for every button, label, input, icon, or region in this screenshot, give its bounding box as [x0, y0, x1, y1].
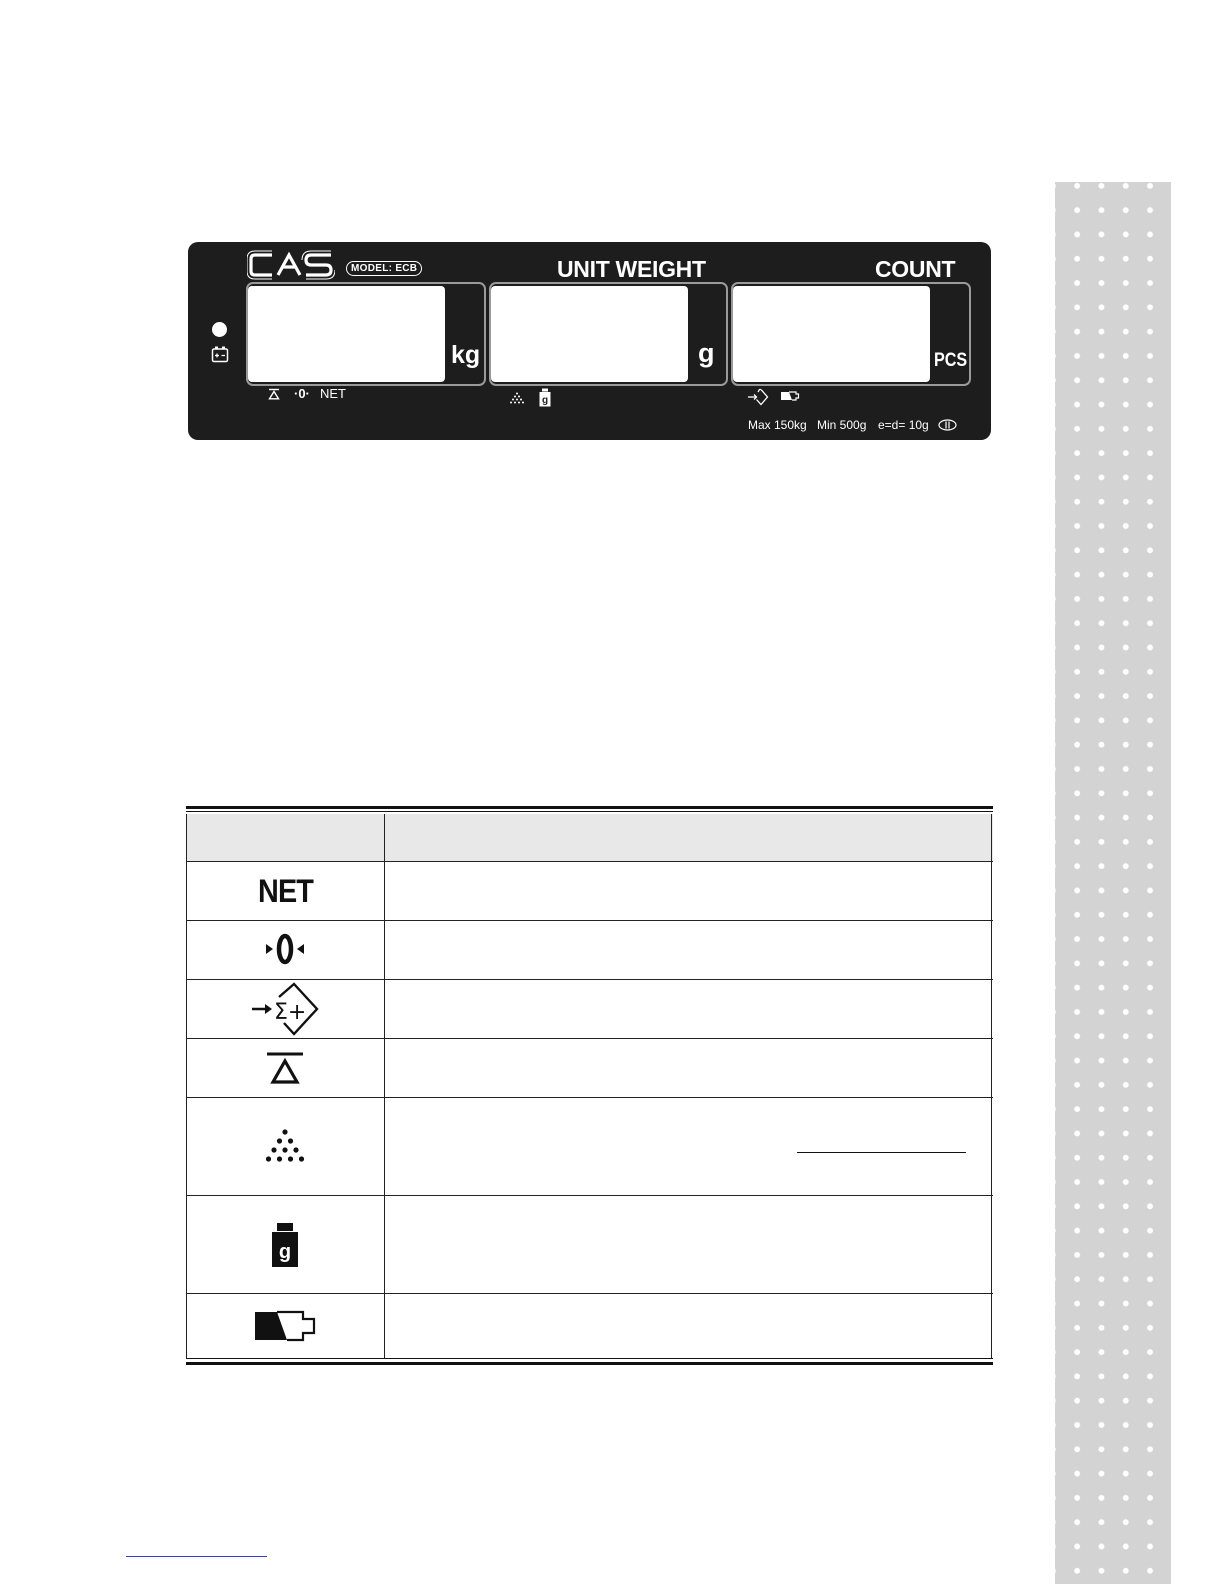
low-battery-icon: [780, 391, 800, 401]
tare-icon: [268, 388, 280, 400]
tare-icon: [265, 1051, 305, 1085]
svg-text:Σ+: Σ+: [274, 1000, 307, 1025]
icon-cell: [186, 921, 384, 979]
weight-block-icon: [270, 1222, 300, 1268]
table-row: [186, 980, 993, 1038]
weight-block-letter: g: [541, 395, 549, 406]
table-row: [186, 1039, 993, 1097]
sum-add-icon: [250, 981, 320, 1037]
table-header-row: [186, 814, 993, 861]
underline-mark: [797, 1152, 966, 1153]
sample-dots-icon: [509, 392, 525, 405]
indicator-table: [186, 806, 993, 1366]
pcs-unit-label: PCS: [934, 350, 968, 371]
table-row: [186, 1098, 993, 1195]
icon-cell: [186, 980, 384, 1038]
accuracy-class-icon: [938, 419, 957, 431]
count-display: [733, 286, 930, 382]
icon-cell: [186, 862, 384, 920]
net-icon: NET: [257, 873, 313, 909]
table-row: [186, 1196, 993, 1293]
table-row: [186, 921, 993, 979]
charge-icon: [211, 346, 229, 363]
kg-unit-label: kg: [451, 341, 481, 369]
sample-dots-icon: [262, 1129, 308, 1165]
power-led: [212, 322, 227, 337]
icon-cell: [186, 1039, 384, 1097]
unit-weight-display: [491, 286, 688, 382]
spec-min: Min 500g: [817, 418, 867, 432]
sum-add-icon: [747, 388, 769, 406]
weight-display: [248, 286, 445, 382]
footer-rule: [126, 1556, 267, 1557]
icon-cell: [186, 1294, 384, 1357]
zero-icon: [264, 933, 306, 967]
icon-cell: [186, 1098, 384, 1195]
zero-indicator: ·0·: [294, 386, 310, 401]
weight-block-letter: g: [278, 1240, 292, 1263]
unit-weight-header: UNIT WEIGHT: [557, 256, 706, 282]
count-header: COUNT: [875, 256, 956, 282]
side-dot-strip: [1055, 182, 1171, 1584]
spec-e: e=d= 10g: [878, 418, 929, 432]
weight-block-icon: [539, 388, 551, 407]
low-battery-icon: [253, 1310, 317, 1342]
icon-cell: [186, 1196, 384, 1293]
model-badge: MODEL: ECB: [346, 261, 422, 276]
cas-logo: [247, 250, 335, 280]
net-indicator: NET: [320, 386, 346, 401]
table-row: [186, 862, 993, 920]
g-unit-label: g: [698, 338, 715, 368]
column-divider: [384, 814, 385, 1359]
spec-max: Max 150kg: [748, 418, 807, 432]
table-row: [186, 1294, 993, 1357]
scale-display-panel: [188, 242, 991, 440]
